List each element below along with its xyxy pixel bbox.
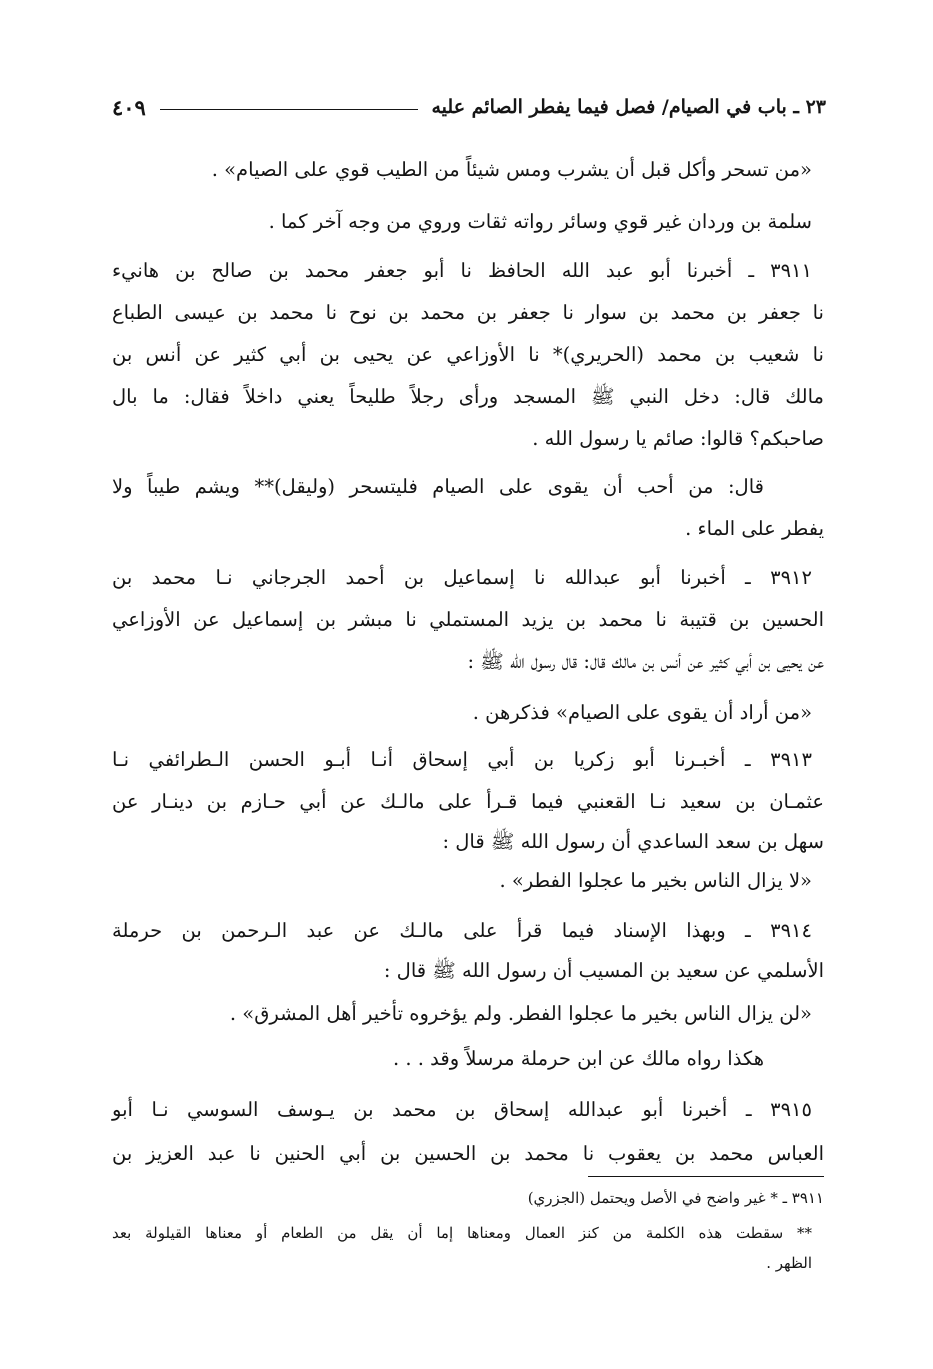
page-number: ٤٠٩ bbox=[112, 94, 146, 120]
text-line: الأسلمي عن سعيد بن المسيب أن رسول الله ﷺ قال : bbox=[383, 959, 824, 982]
text-line: هكذا رواه مالك عن ابن حرملة مرسلاً وقد . . . bbox=[392, 1047, 764, 1070]
text-line: «لا يزال الناس بخير ما عجلوا الفطر» . bbox=[499, 869, 812, 892]
text-line: «من تسحر وأكل قبل أن يشرب ومس شيئاً من الطيب قوي على الصيام» . bbox=[211, 158, 812, 181]
text-line: نا جعفر بن محمد بن سوار نا جعفر بن محمد بن نوح نا محمد بن عيسى الطباع bbox=[112, 301, 824, 324]
text-line: ٣٩١٢ ـ أخبرنا أبو عبدالله نا إسماعيل بن أحمد الجرجاني نـا محمد بن bbox=[112, 566, 812, 589]
text-line: سلمة بن وردان غير قوي وسائر رواته ثقات وروي من وجه آخر كما . bbox=[268, 210, 812, 233]
text-line: ٣٩١٤ ـ وبهذا الإسناد فيما قرأ على مالـك عن عبد الـرحمن بن حرملة bbox=[112, 919, 812, 942]
footnote-line: الظهر . bbox=[766, 1254, 812, 1272]
text-line: قال: من أحب أن يقوى على الصيام فليتسحر (وليقل)** ويشم طيباً ولا bbox=[112, 475, 764, 498]
text-line: مالك قال: دخل النبي ﷺ المسجد ورأى رجلاً طليحاً يعني داخلاً فقال: ما بال bbox=[112, 385, 824, 408]
footnote-line: ** سقطت هذه الكلمة من كنز العمال ومعناها إما أن يقل من الطعام أو معناها القيلولة بعد bbox=[112, 1224, 812, 1242]
chapter-title: ٢٣ ـ باب في الصيام/ فصل فيما يفطر الصائم عليه bbox=[431, 96, 826, 118]
text-line: ٣٩١١ ـ أخبرنا أبو عبد الله الحافظ نا أبو جعفر محمد بن صالح بن هانيء bbox=[112, 259, 812, 282]
text-line: سهل بن سعد الساعدي أن رسول الله ﷺ قال : bbox=[442, 830, 824, 853]
text-line: ٣٩١٥ ـ أخبرنا أبو عبدالله إسحاق بن محمد بن يـوسف السوسي نـا أبو bbox=[112, 1098, 812, 1121]
running-header bbox=[112, 93, 826, 121]
text-line: «من أراد أن يقوى على الصيام» فذكرهن . bbox=[472, 701, 812, 724]
text-line: نا شعيب بن محمد (الحريري)* نا الأوزاعي عن يحيى بن أبي كثير عن أنس بن bbox=[112, 343, 824, 366]
text-line: العباس محمد بن يعقوب نا محمد بن الحسين بن أبي الحنين نا عبد العزيز بن bbox=[112, 1142, 824, 1165]
text-line: يفطر على الماء . bbox=[685, 517, 824, 540]
header-rule bbox=[160, 109, 418, 110]
text-line: صاحبكم؟ قالوا: صائم يا رسول الله . bbox=[532, 427, 824, 450]
text-line: عثمـان بن سعيد نـا القعنبي فيما قـرأ على مالـك عن أبي حـازم بن دينـار عن bbox=[112, 790, 824, 813]
text-line: ٣٩١٣ ـ أخبـرنا أبو زكريا بن أبي إسحاق أنـا أبـو الحسن الـطرائفي نـا bbox=[112, 748, 812, 771]
footnote-rule bbox=[588, 1176, 824, 1177]
footnote-line: ٣٩١١ ـ * غير واضح في الأصل ويحتمل (الجزري) bbox=[527, 1189, 824, 1207]
text-line: الحسين بن قتيبة نا محمد بن يزيد المستملي نا مبشر بن إسماعيل عن الأوزاعي bbox=[112, 608, 824, 631]
text-line: «لن يزال الناس بخير ما عجلوا الفطر. ولم يؤخروه تأخير أهل المشرق» . bbox=[229, 1002, 812, 1025]
text-line: عن يحيى بن أبي كثير عن أنس بن مالك قال: قال رسول الله ﷺ : bbox=[467, 650, 824, 673]
